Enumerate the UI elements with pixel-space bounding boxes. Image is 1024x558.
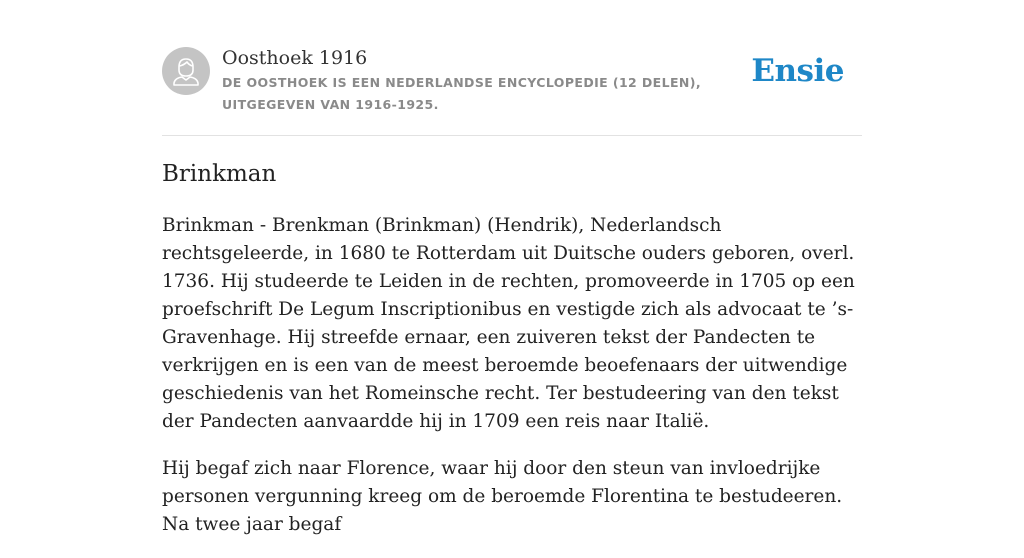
source-title[interactable]: Oosthoek 1916 [222, 47, 368, 69]
source-description: DE OOSTHOEK IS EEN NEDERLANDSE ENCYCLOPEDIE (12 DELEN), UITGEGEVEN VAN 1916-1925. [222, 75, 702, 112]
ensie-logo-link[interactable]: Ensie [751, 53, 844, 89]
entry-paragraph: Hij begaf zich naar Florence, waar hij door den steun van invloedrijke personen vergunning kreeg om de beroemde Florentina te bestudeeren. Na twee jaar begaf [162, 458, 843, 535]
header-divider [162, 135, 862, 136]
entry-content [162, 212, 862, 558]
avatar[interactable] [162, 47, 210, 95]
user-icon [162, 47, 210, 95]
source-header [162, 46, 862, 136]
entry-paragraph: Brinkman - Brenkman (Brinkman) (Hendrik), Nederlandsch rechtsgeleerde, in 1680 te Rotterdam uit Duitsche ouders geboren, overl. 1736. Hij studeerde te Leiden in de rechten, promoveerde in 1705 op een proefschrift De Legum Inscriptionibus en vestigde zich als advocaat te ’s-Gravenhage. Hij streefde ernaar, een zuiveren tekst der Pandecten te verkrijgen en is een van de meest beroemde beoefenaars der uitwendige geschiedenis van het Romeinsche recht. Ter bestudeering van den tekst der Pandecten aanvaardde hij in 1709 een reis naar Italië. [162, 215, 855, 432]
entry-title: Brinkman [162, 161, 277, 187]
